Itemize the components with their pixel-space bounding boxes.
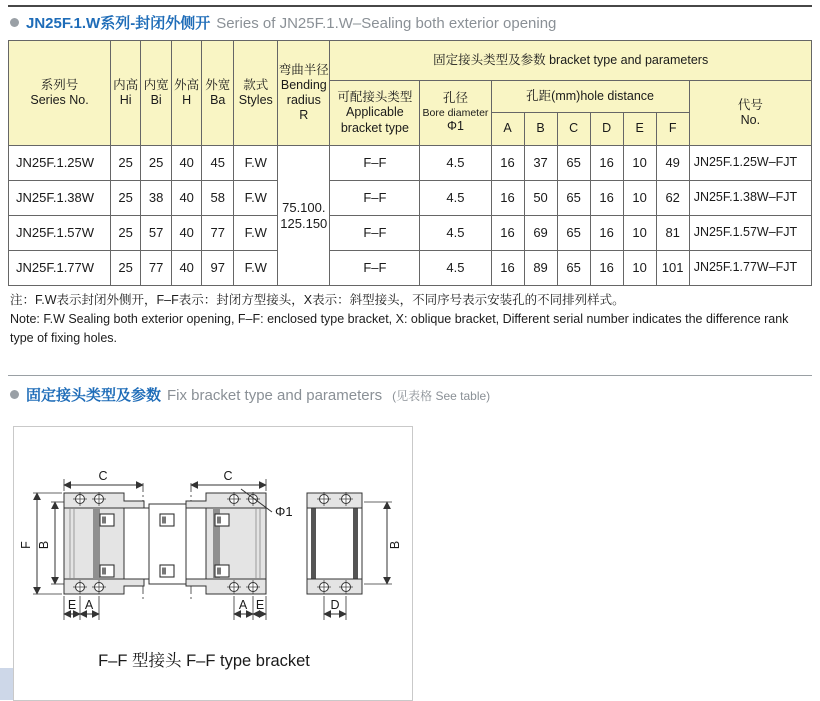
right-bracket <box>186 492 266 594</box>
cell-series: JN25F.1.25W <box>9 146 111 181</box>
bracket-figure <box>13 426 413 701</box>
section2-title-en: Fix bracket type and parameters <box>167 387 383 404</box>
cell-code: JN25F.1.25W–FJT <box>689 146 811 181</box>
footnote-zh: 注：F.W表示封闭外侧开，F–F表示：封闭方型接头，X表示：斜型接头，不同序号表示安装孔的不同排列样式。 <box>10 293 625 307</box>
top-rule <box>8 5 812 7</box>
dim-label-a: A <box>238 598 248 612</box>
section1-title-en: Series of JN25F.1.W–Sealing both exterior opening <box>216 15 557 32</box>
section-divider <box>8 375 812 376</box>
dim-c-left <box>64 469 143 491</box>
dim-label-f: F <box>19 541 33 549</box>
cell-bending-radius: 75.100. 125.150 <box>278 146 330 286</box>
col-header-d: D <box>590 113 623 146</box>
col-header-b: B <box>524 113 557 146</box>
col-header-series: 系列号 Series No. <box>9 41 111 146</box>
dim-ae-right <box>234 596 266 620</box>
figure-caption: F–F 型接头 F–F type bracket <box>98 652 310 670</box>
col-header-code: 代号 No. <box>689 81 811 146</box>
dim-c-right <box>191 469 266 491</box>
dim-label-d: D <box>330 598 340 612</box>
cell-code: JN25F.1.57W–FJT <box>689 216 811 251</box>
dim-b-left <box>37 502 64 584</box>
cell-series: JN25F.1.77W <box>9 251 111 286</box>
cell-code: JN25F.1.77W–FJT <box>689 251 811 286</box>
cell-series: JN25F.1.57W <box>9 216 111 251</box>
dim-label-b: B <box>388 540 402 550</box>
col-header-f: F <box>656 113 689 146</box>
footnotes <box>10 291 812 347</box>
col-header-e: E <box>623 113 656 146</box>
section2-title <box>10 384 490 405</box>
table-row: JN25F.1.77W 25 77 40 97 F.W F–F 4.5 16 89 65 16 10 101 JN25F.1.77W–FJT <box>9 251 812 286</box>
section1-title <box>10 12 556 33</box>
dim-ea-left <box>64 596 99 620</box>
col-header-applicable: 可配接头类型 Applicable bracket type <box>330 81 420 146</box>
dim-label-b: B <box>37 540 51 550</box>
col-header-a: A <box>491 113 524 146</box>
dim-label-c: C <box>98 469 108 483</box>
left-bracket <box>64 492 149 594</box>
col-header-h: 外高 H <box>172 41 202 146</box>
bullet-icon <box>10 390 19 399</box>
corner-accent <box>0 668 13 700</box>
spec-table <box>8 40 812 286</box>
col-header-bore: 孔径 Bore diameter Φ1 <box>420 81 491 146</box>
col-header-hole-distance: 孔距(mm)hole distance <box>491 81 689 113</box>
table-row: JN25F.1.38W 25 38 40 58 F.W F–F 4.5 16 50 65 16 10 62 JN25F.1.38W–FJT <box>9 181 812 216</box>
dim-b-right <box>364 502 402 584</box>
side-view-bracket <box>307 492 362 594</box>
dim-d <box>324 596 346 620</box>
dim-label-phi1: Φ1 <box>275 504 293 519</box>
table-row: JN25F.1.57W 25 57 40 77 F.W F–F 4.5 16 69 65 16 10 81 JN25F.1.57W–FJT <box>9 216 812 251</box>
middle-link-plate <box>149 504 189 584</box>
bracket-drawing <box>14 427 412 700</box>
bullet-icon <box>10 18 19 27</box>
cell-code: JN25F.1.38W–FJT <box>689 181 811 216</box>
table-row: JN25F.1.25W 25 25 40 45 F.W 75.100. 125.150 F–F 4.5 16 37 65 16 10 49 JN25F.1.25W–FJT <box>9 146 812 181</box>
footnote-en: Note: F.W Sealing both exterior opening, F–F: enclosed type bracket, X: oblique bracket, Different serial number indicates the difference rank type of fixing holes. <box>10 311 789 345</box>
section1-title-zh: JN25F.1.W系列-封闭外侧开 <box>26 15 211 32</box>
col-header-styles: 款式 Styles <box>234 41 278 146</box>
dim-label-c: C <box>223 469 233 483</box>
col-header-c: C <box>557 113 590 146</box>
col-header-ba: 外宽 Ba <box>202 41 234 146</box>
dim-label-e: E <box>255 598 265 612</box>
cell-series: JN25F.1.38W <box>9 181 111 216</box>
col-header-bending-radius: 弯曲半径 Bending radius R <box>278 41 330 146</box>
dim-label-a: A <box>84 598 94 612</box>
header-row-1 <box>9 41 812 81</box>
dim-label-e: E <box>67 598 77 612</box>
col-header-hi: 内高 Hi <box>111 41 141 146</box>
group-header-bracket: 固定接头类型及参数 bracket type and parameters <box>330 41 812 81</box>
see-table-note: (见表格 See table) <box>392 389 491 403</box>
col-header-bi: 内宽 Bi <box>141 41 172 146</box>
section2-title-zh: 固定接头类型及参数 <box>26 387 162 404</box>
